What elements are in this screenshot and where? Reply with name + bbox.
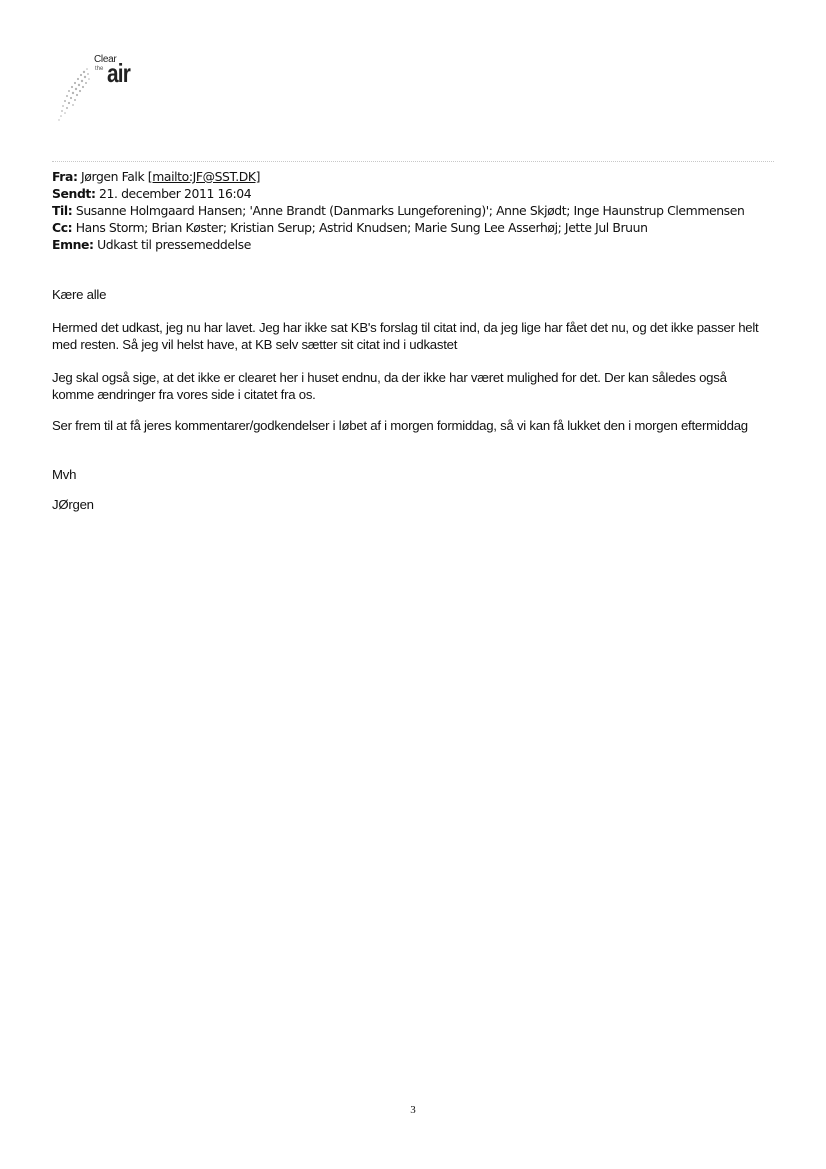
sent-label: Sendt: [52,186,96,201]
greeting: Kære alle [52,287,107,302]
email-header [52,168,772,253]
cc-value: Hans Storm; Brian Køster; Kristian Serup; Astrid Knudsen; Marie Sung Lee Asserhøj; Jette Jul Bruun [75,220,648,235]
from-row [52,168,772,185]
to-value: Susanne Holmgaard Hansen; 'Anne Brandt (Danmarks Lungeforening)'; Anne Skjødt; Inge Haunstrup Clemmensen [75,203,745,218]
cc-row [52,219,772,236]
clear-the-air-logo [54,50,144,130]
sent-row [52,185,772,202]
logo-text-clear: Clear [94,54,117,65]
paragraph-clearance: Jeg skal også sige, at det ikke er clearet her i huset endnu, da der ikke har været mulighed for det. Der kan således også komme ændringer fra vores side i citatet fra os. [52,370,727,402]
header-divider [52,161,774,162]
page-number: 3 [410,1104,416,1116]
closing: Mvh [52,467,77,482]
paragraph-comments: Ser frem til at få jeres kommentarer/godkendelser i løbet af i morgen formiddag, så vi kan få lukket den i morgen eftermiddag [52,418,748,433]
from-label: Fra: [52,169,78,184]
logo-text-the: the [95,66,104,72]
sent-value: 21. december 2011 16:04 [99,186,252,201]
subject-row [52,236,772,253]
subject-value: Udkast til pressemeddelse [97,237,251,252]
signature: JØrgen [52,497,94,512]
cc-label: Cc: [52,220,73,235]
to-row [52,202,772,219]
subject-label: Emne: [52,237,94,252]
from-mailto-link[interactable]: [mailto:JF@SST.DK] [147,169,261,184]
to-label: Til: [52,203,73,218]
logo-text-air: air [107,58,131,88]
paragraph-draft: Hermed det udkast, jeg nu har lavet. Jeg har ikke sat KB's forslag til citat ind, da jeg lige har fået det nu, og det ikke passer helt med resten. Så jeg vil helst have, at KB selv sætter sit citat ind i udkastet [52,320,759,352]
from-name: Jørgen Falk [81,169,145,184]
